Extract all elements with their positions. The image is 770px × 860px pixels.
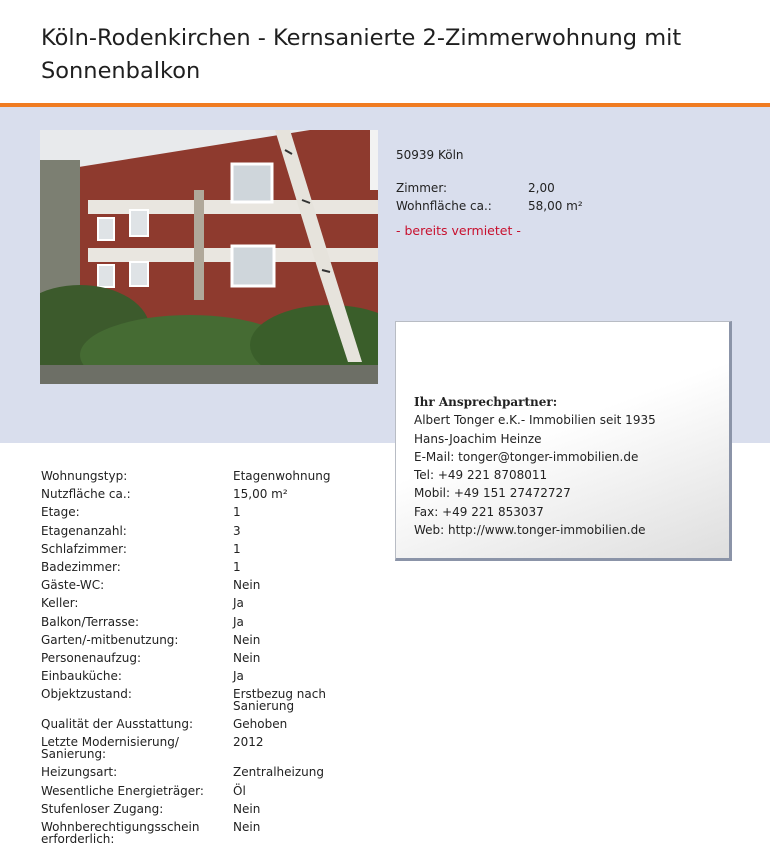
detail-value: Ja xyxy=(233,669,244,684)
detail-value: 1 xyxy=(233,505,241,520)
table-row xyxy=(41,543,343,561)
table-row xyxy=(41,506,343,524)
detail-value: Nein xyxy=(233,632,261,647)
table-row xyxy=(41,688,343,718)
contact-email[interactable]: E-Mail: tonger@tonger-immobilien.de xyxy=(414,449,639,464)
table-row xyxy=(41,785,343,803)
table-row xyxy=(41,652,343,670)
detail-value: 2012 xyxy=(233,735,264,750)
detail-value: Gehoben xyxy=(233,717,288,732)
table-row xyxy=(41,597,343,615)
table-row xyxy=(41,766,343,784)
detail-value: Ja xyxy=(233,596,244,611)
rooms-value: 2,00 xyxy=(528,181,555,195)
detail-label: Etagenanzahl: xyxy=(41,523,127,538)
page-title: Köln-Rodenkirchen - Kernsanierte 2-Zimmerwohnung mit Sonnenbalkon xyxy=(41,25,682,84)
area-value: 58,00 m² xyxy=(528,199,583,213)
table-row xyxy=(41,803,343,821)
detail-value: Nein xyxy=(233,578,261,593)
contact-mobil: Mobil: +49 151 27472727 xyxy=(414,486,571,501)
detail-value: Nein xyxy=(233,820,261,834)
status-badge: - bereits vermietet - xyxy=(396,223,521,238)
detail-value: Erstbezug nach Sanierung xyxy=(233,687,326,714)
rooms-row xyxy=(396,181,555,195)
detail-label: Heizungsart: xyxy=(41,765,118,780)
contact-heading: Ihr Ansprechpartner: xyxy=(414,395,558,409)
table-row xyxy=(41,670,343,688)
detail-label: Wesentliche Energieträger: xyxy=(41,783,204,798)
detail-label: Schlafzimmer: xyxy=(41,541,127,556)
contact-web[interactable]: Web: http://www.tonger-immobilien.de xyxy=(414,523,646,538)
table-row xyxy=(41,561,343,579)
table-row xyxy=(41,525,343,543)
detail-label: Letzte Modernisierung/ Sanierung: xyxy=(41,735,179,762)
detail-value: 3 xyxy=(233,523,241,538)
detail-value: Ja xyxy=(233,614,244,629)
area-row xyxy=(396,199,583,213)
location: 50939 Köln xyxy=(396,148,464,162)
detail-label: Garten/-mitbenutzung: xyxy=(41,632,179,647)
detail-label: Etage: xyxy=(41,505,80,520)
detail-label: Einbauküche: xyxy=(41,669,122,684)
details-table xyxy=(41,470,343,851)
detail-value: Etagenwohnung xyxy=(233,469,331,483)
detail-label: Badezimmer: xyxy=(41,559,121,574)
table-row xyxy=(41,718,343,736)
contact-person: Hans-Joachim Heinze xyxy=(414,431,542,446)
table-row xyxy=(41,736,343,766)
detail-label: Personenaufzug: xyxy=(41,650,142,665)
rooms-label: Zimmer: xyxy=(396,181,448,195)
detail-label: Nutzfläche ca.: xyxy=(41,487,131,502)
detail-label: Stufenloser Zugang: xyxy=(41,801,164,816)
table-row xyxy=(41,470,343,488)
detail-value: 1 xyxy=(233,559,241,574)
contact-company: Albert Tonger e.K.- Immobilien seit 1935 xyxy=(414,413,656,428)
detail-value: Zentralheizung xyxy=(233,765,324,780)
detail-value: Nein xyxy=(233,801,261,816)
detail-label: Wohnberechtigungsschein erforderlich: xyxy=(41,820,200,846)
contact-box xyxy=(395,321,732,561)
detail-value: Öl xyxy=(233,783,246,798)
table-row xyxy=(41,634,343,652)
detail-value: 1 xyxy=(233,541,241,556)
detail-value: Nein xyxy=(233,650,261,665)
detail-label: Balkon/Terrasse: xyxy=(41,614,140,629)
property-photo[interactable] xyxy=(40,130,378,384)
detail-label: Wohnungstyp: xyxy=(41,469,128,483)
table-row xyxy=(41,821,343,851)
contact-tel: Tel: +49 221 8708011 xyxy=(414,468,548,483)
table-row xyxy=(41,579,343,597)
area-label: Wohnfläche ca.: xyxy=(396,199,492,213)
table-row xyxy=(41,488,343,506)
detail-label: Objektzustand: xyxy=(41,687,132,702)
contact-fax: Fax: +49 221 853037 xyxy=(414,504,544,519)
detail-label: Keller: xyxy=(41,596,79,611)
detail-label: Qualität der Ausstattung: xyxy=(41,717,194,732)
detail-value: 15,00 m² xyxy=(233,487,288,502)
detail-label: Gäste-WC: xyxy=(41,578,105,593)
table-row xyxy=(41,616,343,634)
